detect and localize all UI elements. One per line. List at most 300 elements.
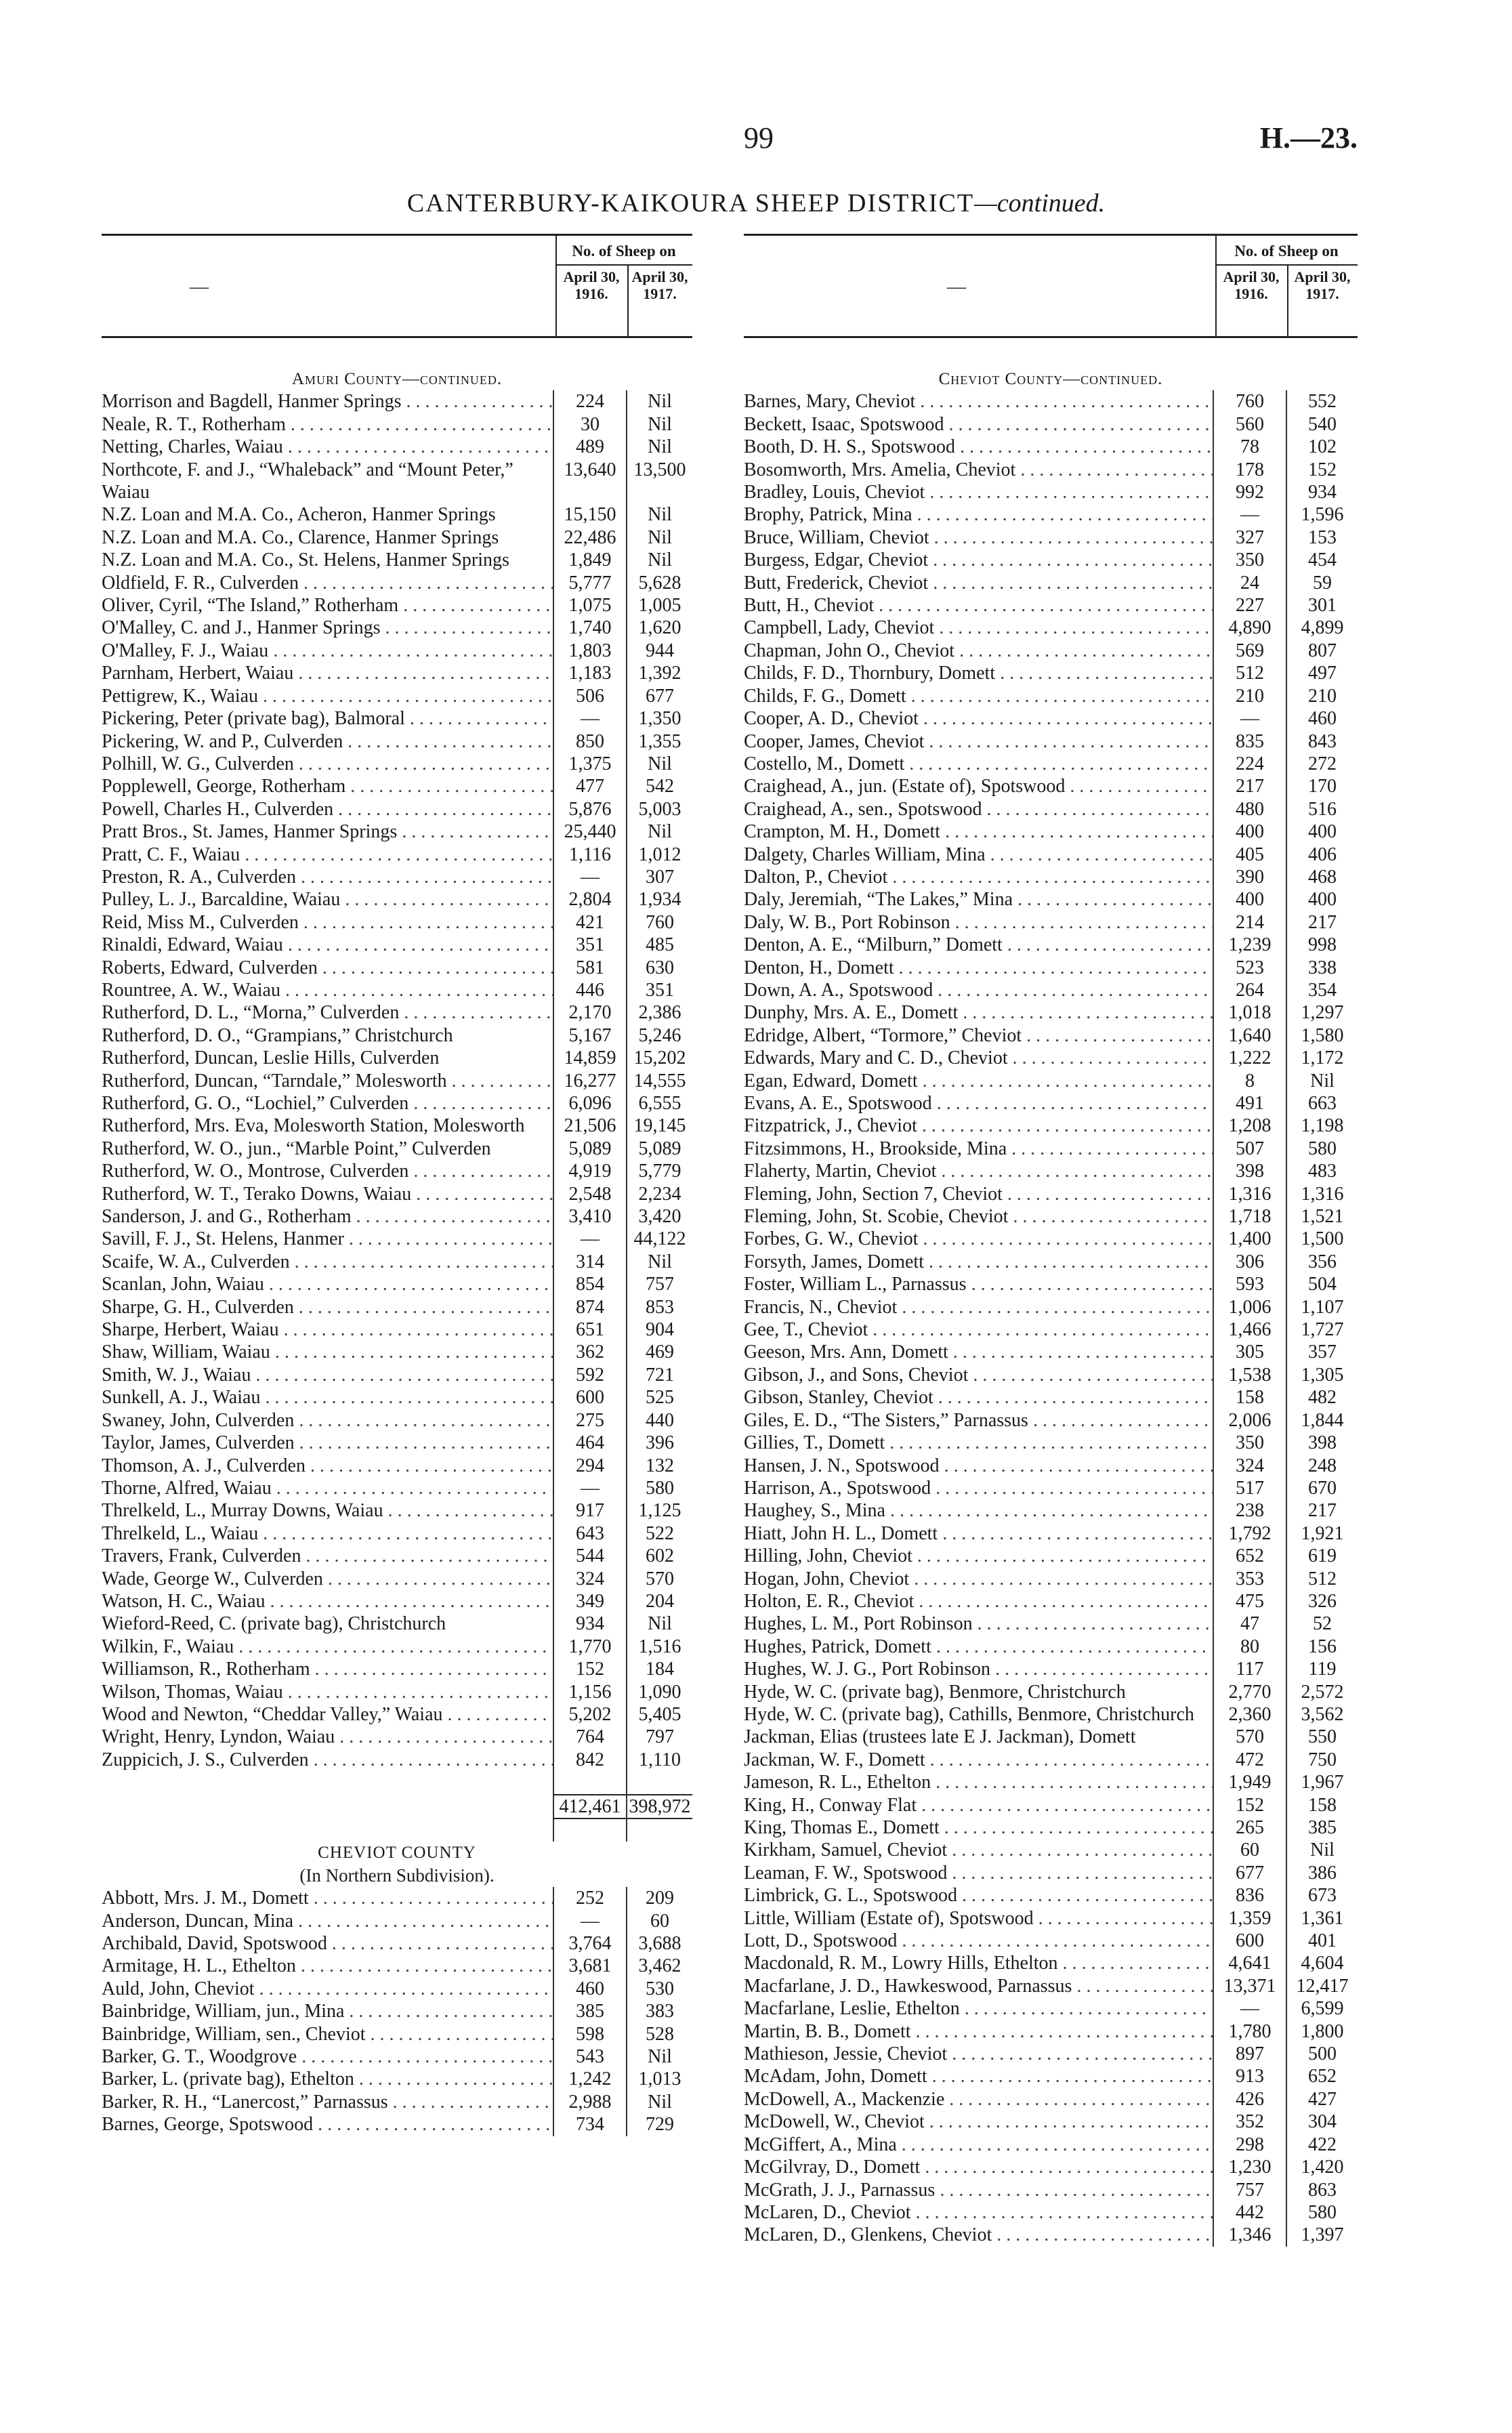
sheep-1916: 306: [1213, 1251, 1286, 1273]
sheep-1917: Nil: [626, 503, 692, 526]
owner-name: Daly, W. B., Port Robinson . . .: [744, 911, 1213, 934]
sheep-1917: 4,899: [1286, 617, 1358, 639]
sheep-1917: 210: [1286, 685, 1358, 707]
sheep-1916: 897: [1213, 2043, 1286, 2065]
sheep-1916: 350: [1213, 549, 1286, 571]
owner-name: Hughes, W. J. G., Port Robinson . . .: [744, 1658, 1213, 1680]
owner-name: Wade, George W., Culverden . . .: [102, 1568, 553, 1590]
owner-name: Rutherford, W. O., Montrose, Culverden . . .: [102, 1160, 553, 1182]
sheep-1916: 491: [1213, 1092, 1286, 1115]
owner-name: Shaw, William, Waiau . . .: [102, 1341, 553, 1363]
sheep-1917: 1,355: [626, 730, 692, 753]
owner-name: Wieford-Reed, C. (private bag), Christchurch: [102, 1613, 446, 1635]
sheep-1917: 530: [626, 1978, 692, 2000]
sheep-1917: 14,555: [626, 1070, 692, 1092]
sheep-1917: 998: [1286, 934, 1358, 956]
owner-name: Brophy, Patrick, Mina . . .: [744, 503, 1213, 526]
owner-name: Booth, D. H. S., Spotswood . . .: [744, 436, 1213, 458]
sheep-1916: 324: [553, 1568, 626, 1590]
table-row: [744, 1884, 1358, 1907]
table-row: [102, 1455, 692, 1477]
sheep-1916: 1,346: [1213, 2224, 1286, 2246]
owner-name: Netting, Charles, Waiau . . .: [102, 436, 553, 458]
owner-name: Threlkeld, L., Waiau . . .: [102, 1522, 553, 1545]
owner-name: Neale, R. T., Rotherham . . .: [102, 413, 553, 436]
owner-name: Childs, F. G., Domett . . .: [744, 685, 1213, 707]
sheep-1916: 224: [553, 390, 626, 413]
table-row: [744, 1386, 1358, 1409]
sheep-1917: 3,462: [626, 1955, 692, 1977]
sheep-1917: 542: [626, 775, 692, 797]
owner-name: Rutherford, W. O., jun., “Marble Point,” Culverden: [102, 1138, 491, 1159]
owner-name: Denton, H., Domett . . .: [744, 957, 1213, 979]
owner-name: Pettigrew, K., Waiau . . .: [102, 685, 553, 707]
sheep-1916: 5,089: [553, 1138, 626, 1160]
owner-name: Lott, D., Spotswood . . .: [744, 1930, 1213, 1952]
table-row: [744, 1862, 1358, 1884]
header-dash: —: [190, 276, 209, 297]
table-row: [102, 1296, 692, 1318]
title-main: CANTERBURY-KAIKOURA SHEEP DISTRICT: [406, 189, 975, 217]
owner-name: Geeson, Mrs. Ann, Domett . . .: [744, 1341, 1213, 1363]
table-row: [744, 1115, 1358, 1137]
title-suffix: —continued.: [974, 189, 1106, 217]
sheep-1916: 1,208: [1213, 1115, 1286, 1137]
sheep-1916: 152: [1213, 1794, 1286, 1816]
sheep-1917: 1,005: [626, 594, 692, 617]
owner-name: Wilson, Thomas, Waiau . . .: [102, 1681, 553, 1703]
sheep-1917: 485: [626, 934, 692, 956]
sheep-1916: 1,770: [553, 1636, 626, 1658]
sheep-1916: 398: [1213, 1160, 1286, 1182]
sheep-1917: 184: [626, 1658, 692, 1680]
sheep-1916: 224: [1213, 753, 1286, 775]
table-row: [744, 2088, 1358, 2110]
sheep-1916: 294: [553, 1455, 626, 1477]
sheep-1917: 1,013: [626, 2068, 692, 2090]
sheep-1916: 489: [553, 436, 626, 458]
sheep-1917: 158: [1286, 1794, 1358, 1816]
sheep-1916: 734: [553, 2113, 626, 2136]
table-row: [102, 1726, 692, 1748]
owner-name: Burgess, Edgar, Cheviot . . .: [744, 549, 1213, 571]
owner-name: Little, William (Estate of), Spotswood . . .: [744, 1907, 1213, 1930]
sheep-1917: 1,800: [1286, 2020, 1358, 2043]
owner-name: Rutherford, D. L., “Morna,” Culverden . . .: [102, 1001, 553, 1024]
sheep-1916: 1,803: [553, 640, 626, 662]
sheep-1916: 480: [1213, 798, 1286, 820]
owner-name: Rutherford, G. O., “Lochiel,” Culverden . . .: [102, 1092, 553, 1115]
sheep-1917: 156: [1286, 1636, 1358, 1658]
header-divider: [555, 236, 557, 336]
table-row: [102, 1910, 692, 1932]
owner-name: N.Z. Loan and M.A. Co., Acheron, Hanmer Springs: [102, 504, 496, 526]
owner-name: Fleming, John, Section 7, Cheviot . . .: [744, 1183, 1213, 1205]
owner-name: Gee, T., Cheviot . . .: [744, 1318, 1213, 1341]
spacer: [102, 1771, 692, 1793]
table-row: [744, 1183, 1358, 1205]
sheep-1916: —: [1213, 707, 1286, 730]
sheep-1916: 1,780: [1213, 2020, 1286, 2043]
table-row: [744, 2110, 1358, 2133]
table-row: [744, 1522, 1358, 1545]
table-row: [744, 753, 1358, 775]
sheep-1917: Nil: [626, 549, 692, 571]
table-row: [744, 1930, 1358, 1952]
sheep-1916: 475: [1213, 1590, 1286, 1613]
owner-name: Cooper, James, Cheviot . . .: [744, 730, 1213, 753]
table-row: [102, 459, 692, 504]
sheep-1916: 4,890: [1213, 617, 1286, 639]
sheep-1917: 863: [1286, 2179, 1358, 2201]
table-row: [744, 1024, 1358, 1047]
sheep-1916: 3,764: [553, 1932, 626, 1955]
sheep-1917: 19,145: [626, 1115, 692, 1137]
sheep-1917: 307: [626, 866, 692, 888]
sheep-1916: 600: [1213, 1930, 1286, 1952]
sheep-1916: 560: [1213, 413, 1286, 436]
table-row: [102, 1115, 692, 1137]
sheep-1916: 3,410: [553, 1205, 626, 1228]
table-row: [744, 1070, 1358, 1092]
sheep-1916: 78: [1213, 436, 1286, 458]
owner-name: Williamson, R., Rotherham . . .: [102, 1658, 553, 1680]
owner-name: Macfarlane, J. D., Hawkeswood, Parnassus . . .: [744, 1975, 1213, 1997]
table-row: [744, 1997, 1358, 2020]
table-row: [102, 1160, 692, 1182]
owner-name: McGiffert, A., Mina . . .: [744, 2134, 1213, 2156]
sheep-1916: 2,548: [553, 1183, 626, 1205]
page-title: [0, 188, 1512, 218]
owner-name: Pulley, L. J., Barcaldine, Waiau . . .: [102, 888, 553, 911]
table-row: [744, 1409, 1358, 1432]
sheep-1917: 1,316: [1286, 1183, 1358, 1205]
table-row: [102, 1138, 692, 1160]
owner-name: Hughes, L. M., Port Robinson . . .: [744, 1613, 1213, 1635]
table-row: [744, 2134, 1358, 2156]
sheep-1917: Nil: [626, 2091, 692, 2113]
sheep-1917: 721: [626, 1364, 692, 1386]
sheep-1917: 272: [1286, 753, 1358, 775]
sheep-1916: 593: [1213, 1273, 1286, 1295]
sheep-1917: 406: [1286, 844, 1358, 866]
owner-name: McLaren, D., Glenkens, Cheviot . . .: [744, 2224, 1213, 2246]
table-row: [744, 888, 1358, 911]
sheep-1917: 843: [1286, 730, 1358, 753]
header-group: No. of Sheep on: [1215, 243, 1358, 266]
sheep-1916: 569: [1213, 640, 1286, 662]
sheep-1916: 842: [553, 1749, 626, 1771]
table-row: [102, 436, 692, 458]
table-row: [744, 798, 1358, 820]
sheep-1917: 351: [626, 979, 692, 1001]
sheep-1916: 760: [1213, 390, 1286, 413]
sheep-1916: 460: [553, 1978, 626, 2000]
table-row: [102, 2045, 692, 2068]
table-row: [744, 775, 1358, 797]
table-row: [744, 436, 1358, 458]
sheep-1917: 248: [1286, 1455, 1358, 1477]
table-row: [744, 1907, 1358, 1930]
owner-name: Francis, N., Cheviot . . .: [744, 1296, 1213, 1318]
sheep-1917: 760: [626, 911, 692, 934]
sheep-1917: 540: [1286, 413, 1358, 436]
owner-name: Childs, F. D., Thornbury, Domett . . .: [744, 662, 1213, 684]
right-table-body: [744, 338, 1358, 2247]
owner-name: Butt, Frederick, Cheviot . . .: [744, 572, 1213, 594]
table-row: [102, 413, 692, 436]
sheep-1916: 426: [1213, 2088, 1286, 2110]
table-row: [744, 640, 1358, 662]
table-row: [744, 526, 1358, 549]
sheep-1916: 2,360: [1213, 1703, 1286, 1726]
sheep-1916: —: [1213, 1997, 1286, 2020]
sheep-1917: 580: [1286, 1138, 1358, 1160]
sheep-1916: 677: [1213, 1862, 1286, 1884]
sheep-1917: 5,405: [626, 1703, 692, 1726]
owner-name: Powell, Charles H., Culverden . . .: [102, 798, 553, 820]
sheep-1917: 1,967: [1286, 1771, 1358, 1793]
table-row: [744, 1749, 1358, 1771]
sheep-1917: 652: [1286, 2065, 1358, 2087]
owner-name: Rutherford, D. O., “Grampians,” Christchurch: [102, 1024, 453, 1046]
sheep-1916: —: [553, 707, 626, 730]
sheep-1916: 400: [1213, 820, 1286, 843]
owner-name: Hilling, John, Cheviot . . .: [744, 1545, 1213, 1567]
sheep-1916: 1,718: [1213, 1205, 1286, 1228]
sheep-1916: 14,859: [553, 1047, 626, 1069]
owner-name: Leaman, F. W., Spotswood . . .: [744, 1862, 1213, 1884]
sheep-1917: 482: [1286, 1386, 1358, 1409]
sheep-1916: 992: [1213, 481, 1286, 503]
sheep-1916: 1,359: [1213, 1907, 1286, 1930]
sheep-1916: 25,440: [553, 820, 626, 843]
table-row: [102, 662, 692, 684]
sheep-1916: 24: [1213, 572, 1286, 594]
sheep-1917: 1,934: [626, 888, 692, 911]
table-row: [744, 1341, 1358, 1363]
owner-name: Edwards, Mary and C. D., Cheviot . . .: [744, 1047, 1213, 1069]
sheep-1917: 52: [1286, 1613, 1358, 1635]
table-row: [744, 820, 1358, 843]
sheep-1916: 217: [1213, 775, 1286, 797]
table-row: [102, 1613, 692, 1635]
owner-name: Roberts, Edward, Culverden . . .: [102, 957, 553, 979]
owner-name: King, Thomas E., Domett . . .: [744, 1816, 1213, 1839]
sheep-1916: —: [1213, 503, 1286, 526]
sheep-1916: 543: [553, 2045, 626, 2068]
sheep-1916: 214: [1213, 911, 1286, 934]
sheep-1916: 5,876: [553, 798, 626, 820]
sheep-1916: 836: [1213, 1884, 1286, 1907]
table-row: [744, 1545, 1358, 1567]
table-row: [744, 2043, 1358, 2065]
table-row: [102, 1955, 692, 1977]
owner-name: Oldfield, F. R., Culverden . . .: [102, 572, 553, 594]
owner-name: Pratt, C. F., Waiau . . .: [102, 844, 553, 866]
left-table: [102, 234, 692, 2136]
owner-name: Giles, E. D., “The Sisters,” Parnassus . . .: [744, 1409, 1213, 1432]
sheep-1917: 1,110: [626, 1749, 692, 1771]
sheep-1916: 252: [553, 1887, 626, 1909]
sheep-1917: Nil: [626, 1613, 692, 1635]
sheep-1916: 264: [1213, 979, 1286, 1001]
sheep-1917: Nil: [626, 390, 692, 413]
sheep-1917: 677: [626, 685, 692, 707]
table-row: [102, 1545, 692, 1567]
sheep-1916: 643: [553, 1522, 626, 1545]
sheep-1917: 580: [626, 1477, 692, 1499]
table-row: [744, 1726, 1358, 1748]
sheep-1916: 305: [1213, 1341, 1286, 1363]
owner-name: Travers, Frank, Culverden . . .: [102, 1545, 553, 1567]
owner-name: Edridge, Albert, “Tormore,” Cheviot . . .: [744, 1024, 1213, 1047]
sheep-1916: 446: [553, 979, 626, 1001]
owner-name: Reid, Miss M., Culverden . . .: [102, 911, 553, 934]
sheep-1916: 1,400: [1213, 1228, 1286, 1250]
sheep-1917: 1,580: [1286, 1024, 1358, 1047]
table-row: [102, 1978, 692, 2000]
owner-name: McDowell, W., Cheviot . . .: [744, 2110, 1213, 2133]
sheep-1917: 1,420: [1286, 2156, 1358, 2178]
sheep-1917: 1,516: [626, 1636, 692, 1658]
sheep-1917: 422: [1286, 2134, 1358, 2156]
sheep-1917: 1,361: [1286, 1907, 1358, 1930]
owner-name: Hansen, J. N., Spotswood . . .: [744, 1455, 1213, 1477]
owner-name: Savill, F. J., St. Helens, Hanmer . . .: [102, 1228, 553, 1250]
table-row: [744, 1839, 1358, 1861]
sheep-1917: 1,727: [1286, 1318, 1358, 1341]
sheep-1916: 477: [553, 775, 626, 797]
sheep-1916: —: [553, 1477, 626, 1499]
table-row: [102, 844, 692, 866]
owner-name: N.Z. Loan and M.A. Co., St. Helens, Hanmer Springs: [102, 549, 509, 571]
owner-name: McGilvray, D., Domett . . .: [744, 2156, 1213, 2178]
sheep-1917: Nil: [1286, 1839, 1358, 1861]
sheep-1917: 1,521: [1286, 1205, 1358, 1228]
owner-name: Chapman, John O., Cheviot . . .: [744, 640, 1213, 662]
sheep-1917: 152: [1286, 459, 1358, 481]
owner-name: Costello, M., Domett . . .: [744, 753, 1213, 775]
sheep-1916: —: [553, 1228, 626, 1250]
header-dash: —: [947, 276, 966, 297]
owner-name: Zuppicich, J. S., Culverden . . .: [102, 1749, 553, 1771]
table-row: [102, 820, 692, 843]
sheep-1917: Nil: [626, 820, 692, 843]
table-row: [744, 1251, 1358, 1273]
table-row: [102, 888, 692, 911]
table-row: [744, 1138, 1358, 1160]
table-row: [744, 934, 1358, 956]
table-row: [102, 1590, 692, 1613]
sheep-1916: —: [553, 1910, 626, 1932]
header-divider: [1287, 264, 1288, 336]
sheep-1917: 440: [626, 1409, 692, 1432]
owner-name: McGrath, J. J., Parnassus . . .: [744, 2179, 1213, 2201]
owner-name: McDowell, A., Mackenzie . . .: [744, 2088, 1213, 2110]
sheep-1916: 421: [553, 911, 626, 934]
owner-name: Thorne, Alfred, Waiau . . .: [102, 1477, 553, 1499]
sheep-1917: 5,003: [626, 798, 692, 820]
sheep-1917: 59: [1286, 572, 1358, 594]
owner-name: Dunphy, Mrs. A. E., Domett . . .: [744, 1001, 1213, 1024]
sheep-1917: 483: [1286, 1160, 1358, 1182]
sheep-1917: 1,107: [1286, 1296, 1358, 1318]
table-row: [744, 1658, 1358, 1680]
sheep-1917: 386: [1286, 1862, 1358, 1884]
sheep-1916: 472: [1213, 1749, 1286, 1771]
right-table: [744, 234, 1358, 2247]
owner-name: Barker, L. (private bag), Ethelton . . .: [102, 2068, 553, 2090]
sheep-1917: 398,972: [626, 1794, 692, 1819]
sheep-1917: 5,246: [626, 1024, 692, 1047]
sheep-1917: Nil: [626, 753, 692, 775]
section-subheading: (In Northern Subdivision).: [299, 1865, 495, 1886]
table-row: [102, 1318, 692, 1341]
sheep-1917: 304: [1286, 2110, 1358, 2133]
owner-name: Barker, G. T., Woodgrove . . .: [102, 2045, 553, 2068]
sheep-1917: 528: [626, 2023, 692, 2045]
page-number: 99: [744, 121, 774, 154]
owner-name: Fitzsimmons, H., Brookside, Mina . . .: [744, 1138, 1213, 1160]
sheep-1917: 750: [1286, 1749, 1358, 1771]
owner-name: Hyde, W. C. (private bag), Benmore, Christchurch: [744, 1681, 1126, 1703]
owner-name: Pickering, W. and P., Culverden . . .: [102, 730, 553, 753]
sheep-1917: 663: [1286, 1092, 1358, 1115]
header-divider: [627, 264, 629, 336]
owner-name: Limbrick, G. L., Spotswood . . .: [744, 1884, 1213, 1907]
table-row: [744, 1771, 1358, 1793]
owner-name: Sanderson, J. and G., Rotherham . . .: [102, 1205, 553, 1228]
sheep-1916: 506: [553, 685, 626, 707]
owner-name: Watson, H. C., Waiau . . .: [102, 1590, 553, 1613]
sheep-1916: 598: [553, 2023, 626, 2045]
total-row: [102, 1794, 692, 1819]
owner-name: Bruce, William, Cheviot . . .: [744, 526, 1213, 549]
owner-name: Oliver, Cyril, “The Island,” Rotherham . . .: [102, 594, 553, 617]
table-row: [102, 1273, 692, 1295]
owner-name: O'Malley, F. J., Waiau . . .: [102, 640, 553, 662]
table-row: [744, 730, 1358, 753]
sheep-1917: 15,202: [626, 1047, 692, 1069]
sheep-1916: 2,770: [1213, 1681, 1286, 1703]
sheep-1917: 60: [626, 1910, 692, 1932]
table-row: [744, 911, 1358, 934]
owner-name: Macfarlane, Leslie, Ethelton . . .: [744, 1997, 1213, 2020]
table-row: [102, 2023, 692, 2045]
sheep-1917: Nil: [1286, 1070, 1358, 1092]
sheep-1916: 30: [553, 413, 626, 436]
sheep-1917: 934: [1286, 481, 1358, 503]
sheep-1917: 619: [1286, 1545, 1358, 1567]
sheep-1917: 1,172: [1286, 1047, 1358, 1069]
sheep-1917: 396: [626, 1432, 692, 1454]
sheep-1916: 913: [1213, 2065, 1286, 2087]
owner-name: Jameson, R. L., Ethelton . . .: [744, 1771, 1213, 1793]
sheep-1917: 6,599: [1286, 1997, 1358, 2020]
table-row: [102, 2000, 692, 2022]
sheep-1916: 327: [1213, 526, 1286, 549]
sheep-1917: 354: [1286, 979, 1358, 1001]
owner-name: Rinaldi, Edward, Waiau . . .: [102, 934, 553, 956]
sheep-1916: 757: [1213, 2179, 1286, 2201]
owner-name: Butt, H., Cheviot . . .: [744, 594, 1213, 617]
sheep-1917: 5,779: [626, 1160, 692, 1182]
header-col1: April 30, 1916.: [1223, 268, 1280, 302]
owner-name: Hiatt, John H. L., Domett . . .: [744, 1522, 1213, 1545]
header-col2: April 30, 1917.: [631, 268, 688, 302]
header-col2: April 30, 1917.: [1294, 268, 1351, 302]
